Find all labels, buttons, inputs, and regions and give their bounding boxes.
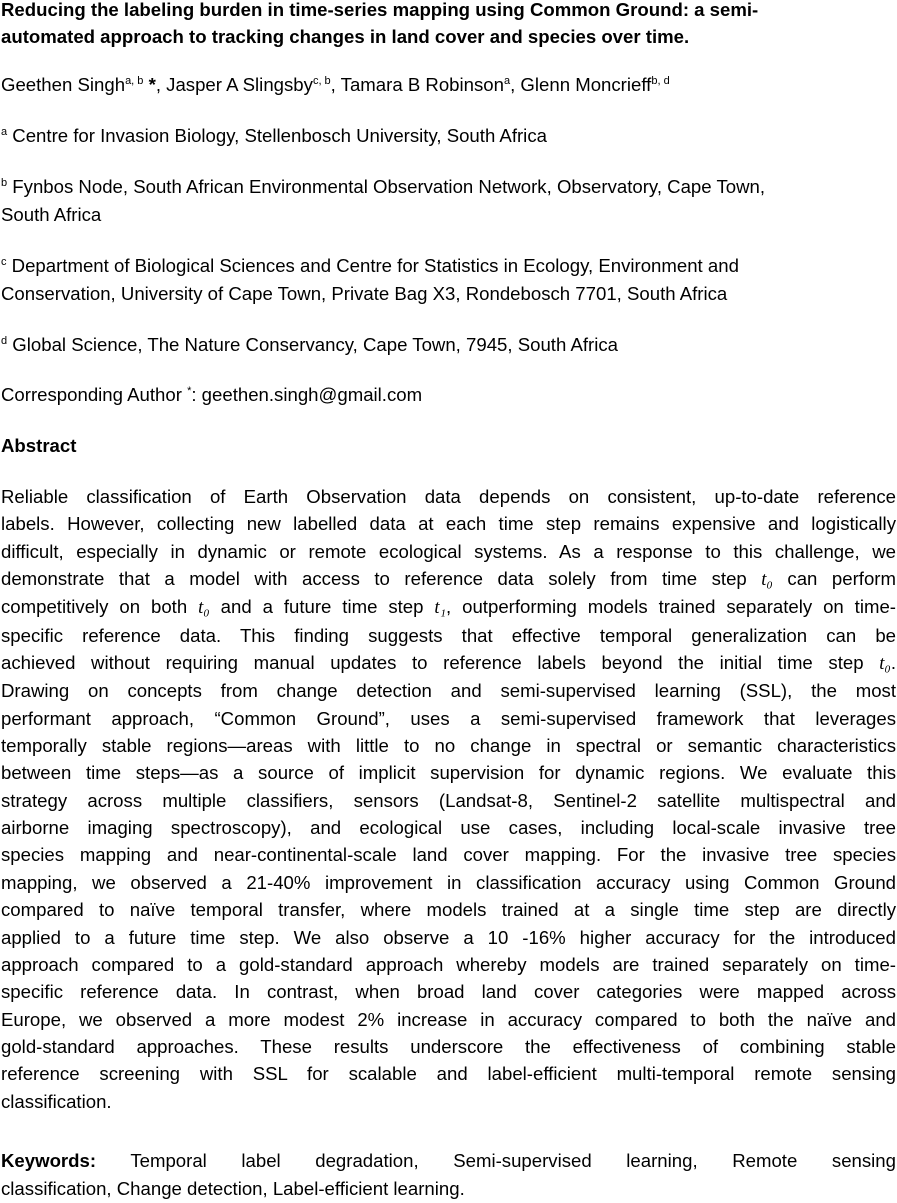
title-line-2: automated approach to tracking changes in land cover and species over time. xyxy=(1,26,690,47)
abstract-line: Drawing on concepts from change detection and semi-supervised learning (SSL), the most xyxy=(1,680,896,702)
abstract-line: specific reference data. This finding suggests that effective temporal generalization can be xyxy=(1,624,896,646)
abstract-line: gold-standard approaches. These results underscore the effectiveness of combining stable xyxy=(1,1035,896,1057)
abstract-line: labels. However, collecting new labelled data at each time step remains expensive and logistically xyxy=(1,513,896,535)
abstract-line: Europe, we observed a more modest 2% increase in accuracy compared to both the naïve and xyxy=(1,1008,896,1030)
affiliation-label: a xyxy=(1,126,8,138)
affiliation-text: Conservation, University of Cape Town, Private Bag X3, Rondebosch 7701, South Africa xyxy=(1,282,728,304)
author-name: , Tamara B Robinson xyxy=(330,74,504,95)
corresponding-marker: * xyxy=(143,74,156,95)
affiliation-label: d xyxy=(1,335,8,347)
corresponding-marker: * xyxy=(187,385,192,397)
abstract-line: difficult, especially in dynamic or remote ecological systems. As a response to this challenge, we xyxy=(1,540,896,562)
affiliation-text: Global Science, The Nature Conservancy, Cape Town, 7945, South Africa xyxy=(7,334,618,355)
abstract-line: Reliable classification of Earth Observation data depends on consistent, up-to-date reference xyxy=(1,486,896,507)
affiliation-text: Department of Biological Sciences and Centre for Statistics in Ecology, Environment and xyxy=(6,255,739,276)
abstract-line: demonstrate that a model with access to reference data solely from time step t₀ can perform xyxy=(1,568,896,591)
affiliation-text: South Africa xyxy=(1,203,102,225)
abstract-line: airborne imaging spectroscopy), and ecological use cases, including local-scale invasive tree xyxy=(1,817,896,839)
paper-title xyxy=(1,0,891,50)
affiliation-a xyxy=(1,122,547,150)
abstract-line: specific reference data. In contrast, when broad land cover categories were mapped across xyxy=(1,981,896,1003)
affiliation-b xyxy=(1,173,893,228)
abstract-line: mapping, we observed a 21-40% improvement in classification accuracy using Common Ground xyxy=(1,871,896,893)
affiliation-text: Fynbos Node, South African Environmental Observation Network, Observatory, Cape Town, xyxy=(7,176,766,197)
author-affiliation-marker: a, b xyxy=(125,75,144,87)
time-step-t1: t₁ xyxy=(434,597,447,619)
keywords-line: classification, Change detection, Label-efficient learning. xyxy=(1,1178,465,1199)
author-name: Geethen Singh xyxy=(1,74,126,95)
abstract-line: approach compared to a gold-standard approach whereby models are trained separately on time- xyxy=(1,953,896,975)
corresponding-label: Corresponding Author xyxy=(1,384,188,405)
abstract-body xyxy=(1,483,896,1115)
author-affiliation-marker: b, d xyxy=(651,75,670,87)
author-name: , Jasper A Slingsby xyxy=(155,74,313,95)
author-affiliation-marker: a xyxy=(503,75,511,87)
time-step-t0: t₀ xyxy=(761,569,773,591)
abstract-line: compared to naïve temporal transfer, where models trained at a single time step are directly xyxy=(1,899,896,921)
corresponding-author xyxy=(1,381,422,409)
author-name: , Glenn Moncrieff xyxy=(510,74,652,95)
title-line-1: Reducing the labeling burden in time-series mapping using Common Ground: a semi- xyxy=(1,0,759,20)
abstract-line: strategy across multiple classifiers, sensors (Landsat-8, Sentinel-2 satellite multispectral and xyxy=(1,789,896,811)
abstract-line: reference screening with SSL for scalable and label-efficient multi-temporal remote sensing xyxy=(1,1063,896,1085)
author-affiliation-marker: c, b xyxy=(312,75,331,87)
abstract-line: competitively on both t₀ and a future time step t₁, outperforming models trained separately on time- xyxy=(1,596,896,619)
keywords xyxy=(1,1147,896,1203)
abstract-line: between time steps—as a source of implicit supervision for dynamic regions. We evaluate this xyxy=(1,762,896,784)
affiliation-label: c xyxy=(1,256,7,268)
affiliation-text: Centre for Invasion Biology, Stellenbosch University, South Africa xyxy=(7,125,547,146)
abstract-line: achieved without requiring manual updates to reference labels beyond the initial time step t₀. xyxy=(1,652,896,675)
author-list xyxy=(1,71,670,99)
time-step-t0: t₀ xyxy=(879,653,891,675)
abstract-line: applied to a future time step. We also observe a 10 -16% higher accuracy for the introduced xyxy=(1,926,896,948)
abstract-line: temporally stable regions—areas with little to no change in spectral or semantic characteristics xyxy=(1,735,896,757)
keywords-line: Keywords: Temporal label degradation, Semi-supervised learning, Remote sensing xyxy=(1,1150,896,1171)
affiliation-label: b xyxy=(1,177,8,189)
corresponding-email[interactable]: : geethen.singh@gmail.com xyxy=(191,384,423,405)
affiliation-d xyxy=(1,331,618,359)
abstract-line: species mapping and near-continental-scale land cover mapping. For the invasive tree species xyxy=(1,844,896,866)
time-step-t0: t₀ xyxy=(198,597,210,619)
keywords-label: Keywords: xyxy=(1,1150,97,1171)
abstract-line: performant approach, “Common Ground”, uses a semi-supervised framework that leverages xyxy=(1,707,896,729)
abstract-heading: Abstract xyxy=(1,435,77,456)
abstract-line: classification. xyxy=(1,1090,112,1112)
affiliation-c xyxy=(1,252,893,307)
